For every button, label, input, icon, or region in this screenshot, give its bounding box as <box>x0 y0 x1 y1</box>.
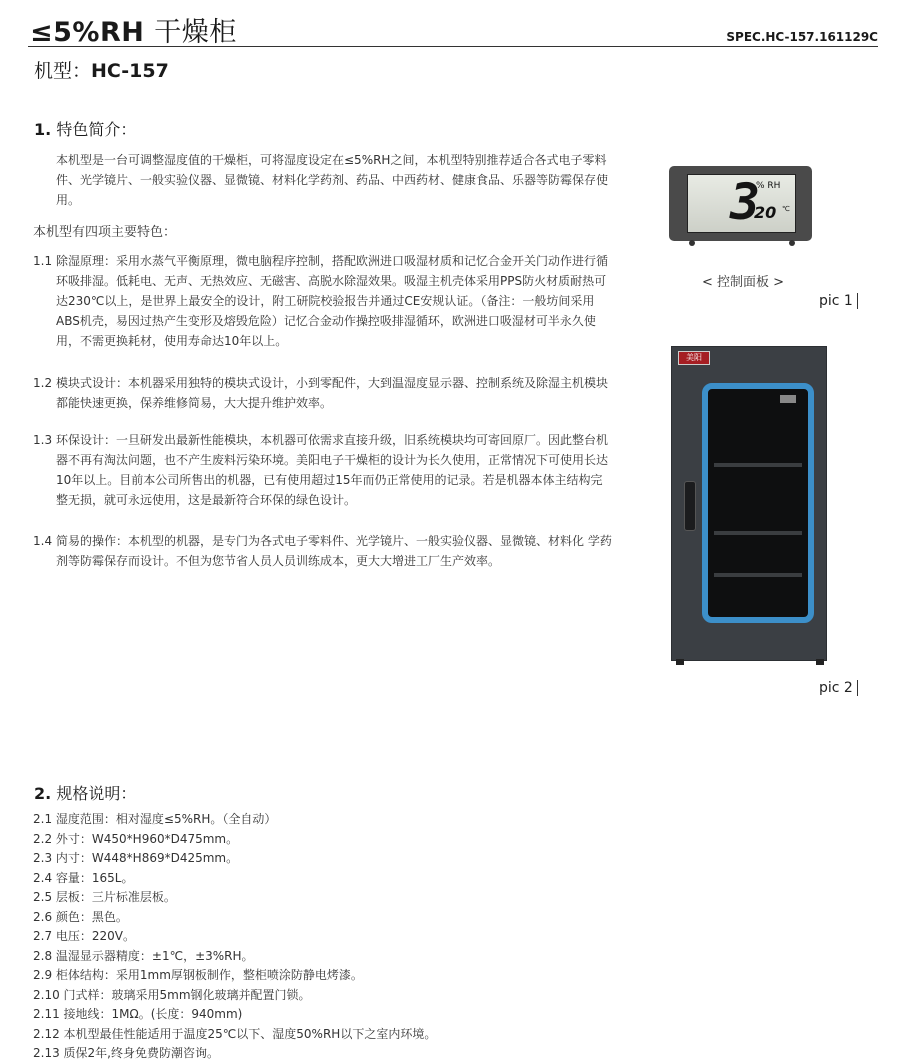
lcd-display <box>687 174 796 233</box>
page-title <box>30 10 237 49</box>
spec-code: SPEC.HC-157.161129C <box>726 30 878 44</box>
spec-item: 2.2 外寸：W450*H960*D475mm。 <box>33 831 239 846</box>
humidity-unit: % RH <box>756 181 781 191</box>
panel-caption: < 控制面板 > <box>702 275 785 290</box>
temperature-unit: ℃ <box>782 205 790 213</box>
cabinet-foot <box>676 659 684 665</box>
feature-num: 1.4 <box>33 534 53 548</box>
feature-num: 1.1 <box>33 254 53 268</box>
pic2-label: pic 2 <box>819 680 858 696</box>
section1-intro: 本机型是一台可调整湿度值的干燥柜，可将湿度设定在≤5%RH之间，本机型特别推荐适合各式电子零料件、光学镜片、一般实验仪器、显微镜、材料化学药剂、药品、中西药材、健康食品、乐器等防霉保存使用。 <box>56 153 609 207</box>
spec-item: 2.6 颜色：黑色。 <box>33 909 128 924</box>
section1-heading <box>34 117 136 140</box>
spec-item: 2.12 本机型最佳性能适用于温度25℃以下、湿度50%RH以下之室内环境。 <box>33 1026 437 1041</box>
section2-heading <box>34 781 136 804</box>
pic1-label: pic 1 <box>819 293 858 309</box>
brand-logo: 美阳 <box>678 351 710 365</box>
cabinet-foot <box>816 659 824 665</box>
header-divider <box>28 46 878 47</box>
cabinet-shelf <box>714 531 802 535</box>
spec-item: 2.11 接地线：1MΩ。(长度：940mm) <box>33 1007 243 1021</box>
feature-text: 模块式设计：本机器采用独特的模块式设计，小到零配件，大到温湿度显示器、控制系统及除湿主机模块都能快速更换，保养维修简易，大大提升维护效率。 <box>56 376 609 410</box>
title-product: 干燥柜 <box>154 17 237 48</box>
model-value: HC-157 <box>91 60 169 82</box>
temperature-readout: 20 <box>754 203 777 222</box>
spec-list <box>33 810 436 1064</box>
feature-text: 环保设计：一旦研发出最新性能模块，本机器可依需求直接升级，旧系统模块均可寄回原厂。因此整台机器不再有淘汰问题，也不产生废料污染环境。美阳电子干燥柜的设计为长久使用，正常情况下可使用长达10年以上。目前本公司所售出的机器，已有使用超过15年而仍正常使用的记录。若是机器本体主结构完整无损，就可永远使用，这是最新符合环保的绿色设计。 <box>56 433 609 507</box>
humidity-readout: 3 <box>730 173 761 231</box>
spec-item: 2.9 柜体结构：采用1mm厚钢板制作，整柜喷涂防静电烤漆。 <box>33 968 363 982</box>
section2-title: 规格说明： <box>56 784 137 803</box>
door-handle <box>684 481 696 531</box>
section1-subheading: 本机型有四项主要特色： <box>33 225 177 240</box>
feature-num: 1.2 <box>33 376 53 390</box>
spec-item: 2.8 温湿显示器精度：±1℃，±3%RH。 <box>33 948 254 963</box>
cabinet-shelf <box>714 573 802 577</box>
feature-text: 除湿原理：采用水蒸气平衡原理，微电脑程序控制，搭配欧洲进口吸湿材质和记忆合金开关门动作进行循环吸排湿。低耗电、无声、无热效应、无磁害、高脱水除湿效果。吸湿主机壳体采用PPS防火材质耐热可达230℃以上，是世界上最安全的设计，附工研院校验报告并通过CE安规认证。（备注：一般坊间采用ABS机壳，易因过热产生变形及熔毁危险）记忆合金动作操控吸排湿循环，欧洲进口吸湿材可半永久使用，不需更换耗材，使用寿命达10年以上。 <box>56 254 609 348</box>
section1-num: 1. <box>34 120 52 139</box>
panel-leg <box>689 240 695 246</box>
panel-leg <box>789 240 795 246</box>
section1-title: 特色简介： <box>56 120 137 139</box>
spec-item: 2.3 内寸：W448*H869*D425mm。 <box>33 851 239 865</box>
cabinet-display <box>780 395 796 403</box>
title-prefix: ≤5%RH <box>30 17 145 48</box>
control-panel-image <box>669 166 812 241</box>
feature-num: 1.3 <box>33 433 53 447</box>
model-label: 机型： <box>34 60 92 82</box>
model-line <box>34 56 169 83</box>
feature-text: 简易的操作：本机型的机器，是专门为各式电子零料件、光学镜片、一般实验仪器、显微镜、材料化 学药剂等防霉保存而设计。不但为您节省人员人员训练成本，更大大增进工厂生产效率。 <box>56 534 612 568</box>
spec-item: 2.10 门式样：玻璃采用5mm钢化玻璃并配置门锁。 <box>33 987 311 1002</box>
cabinet-glass-door <box>702 383 814 623</box>
section2-num: 2. <box>34 784 52 803</box>
spec-item: 2.7 电压：220V。 <box>33 929 136 943</box>
spec-item: 2.13 质保2年,终身免费防潮咨询。 <box>33 1046 219 1060</box>
cabinet-shelf <box>714 463 802 467</box>
spec-item: 2.4 容量：165L。 <box>33 870 134 885</box>
spec-item: 2.1 湿度范围：相对湿度≤5%RH。（全自动） <box>33 812 277 826</box>
cabinet-image <box>671 346 827 661</box>
spec-item: 2.5 层板：三片标准层板。 <box>33 890 176 904</box>
